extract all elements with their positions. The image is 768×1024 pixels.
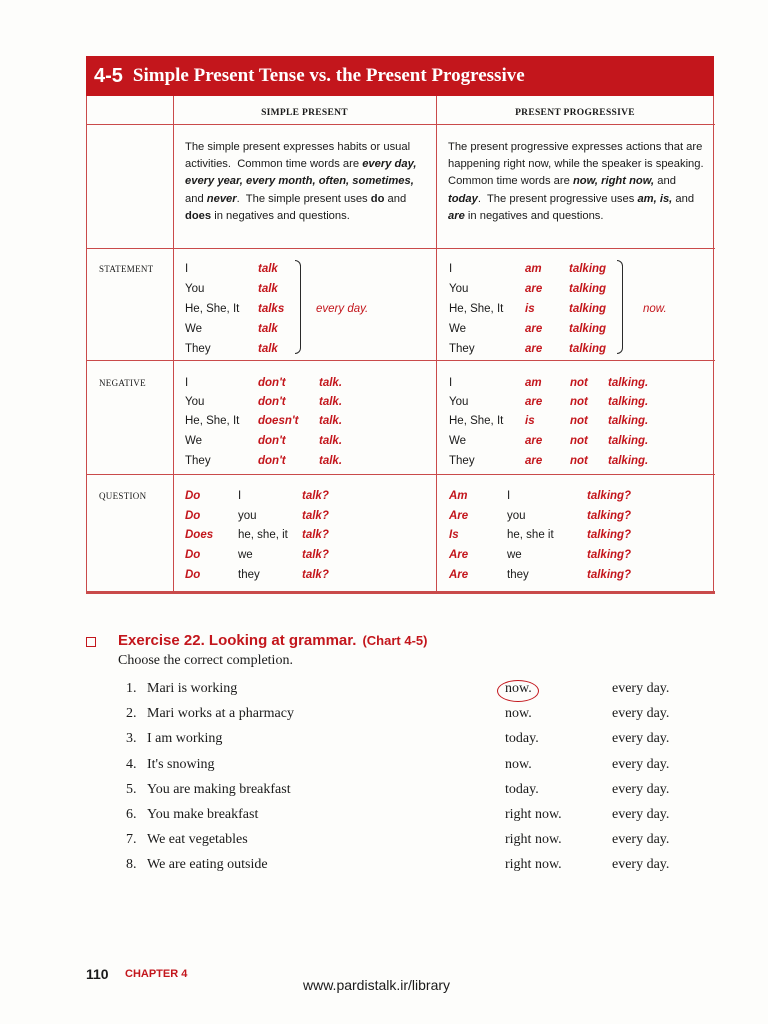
question-subject: he, she it [507,529,554,541]
question-subject: we [507,549,522,561]
statement-aux: are [525,343,543,355]
negative-verb: talking. [608,415,649,427]
item-sentence: It's snowing [147,757,215,772]
negative-aux: are [525,435,543,447]
exercise-title-text: Exercise 22. Looking at grammar. [118,632,357,649]
question-verb: talking? [587,529,632,541]
item-choice-b[interactable]: every day. [612,807,670,822]
chart-title: Simple Present Tense vs. the Present Progressive [132,65,525,86]
negative-verb: talk. [319,415,343,427]
question-verb: talk? [302,529,329,541]
negative-subject: We [185,435,203,447]
present-progressive-description: The present progressive expresses actions that are happening right now, while the speaker is speaking. Common time words are now, right now, and today. The present progressive uses am, is, and are in negatives and questions. [448,141,707,222]
question-verb: talk? [302,549,329,561]
answer-circle [497,680,539,702]
negative-aux: don't [258,377,286,389]
question-verb: talking? [587,510,632,522]
item-choice-b[interactable]: every day. [612,782,670,797]
question-subject: we [238,549,253,561]
statement-verb: talk [258,323,278,335]
question-aux: Are [449,549,469,561]
divider [87,360,715,361]
col-head-present-progressive: PRESENT PROGRESSIVE [515,108,635,118]
item-choice-a[interactable]: today. [505,731,539,746]
negative-subject: He, She, It [449,415,504,427]
question-aux: Do [185,569,201,581]
exercise-title [118,632,427,649]
exercise-checkbox[interactable] [86,637,96,647]
item-number: 5. [126,782,137,797]
statement-time-word: now. [643,303,667,315]
question-aux: Is [449,529,459,541]
negative-verb: talking. [608,396,649,408]
item-sentence: We are eating outside [147,857,268,872]
item-choice-a[interactable]: now. [505,706,532,721]
item-number: 1. [126,681,137,696]
item-choice-a[interactable]: right now. [505,857,562,872]
chart-grid [86,96,714,594]
statement-subject: We [185,323,203,335]
negative-aux: don't [258,396,286,408]
statement-subject: He, She, It [185,303,240,315]
item-choice-a[interactable]: right now. [505,832,562,847]
negative-subject: I [449,377,453,389]
negative-aux: are [525,396,543,408]
negative-subject: You [185,396,205,408]
statement-subject: I [449,263,453,275]
divider [87,474,715,475]
exercise-chart-ref: (Chart 4-5) [362,633,428,648]
row-label-question: QUESTION [99,491,147,501]
footer-url[interactable]: www.pardistalk.ir/library [303,977,451,993]
chart-header [86,56,714,96]
question-aux: Do [185,549,201,561]
statement-subject: They [185,343,211,355]
statement-subject: We [449,323,467,335]
statement-verb: talk [258,283,278,295]
negative-subject: He, She, It [185,415,240,427]
statement-verb: talking [569,343,607,355]
question-subject: I [238,490,242,502]
item-choice-a[interactable]: right now. [505,807,562,822]
item-choice-b[interactable]: every day. [612,731,670,746]
negative-subject: They [185,455,211,467]
negative-aux: are [525,455,543,467]
question-subject: he, she, it [238,529,288,541]
statement-verb: talk [258,343,278,355]
negative-verb: talk. [319,396,343,408]
negative-subject: We [449,435,467,447]
negative-aux: am [525,377,542,389]
negative-not: not [570,377,588,389]
question-verb: talking? [587,490,632,502]
item-sentence: I am working [147,731,223,746]
question-verb: talk? [302,510,329,522]
question-subject: you [238,510,257,522]
statement-verb: talks [258,303,285,315]
question-verb: talking? [587,569,632,581]
negative-verb: talking. [608,455,649,467]
simple-present-description: The simple present expresses habits or usual activities. Common time words are every day, every year, every month, often, sometimes, and never. The simple present uses do and does in negatives and questions. [185,141,417,222]
negative-aux: don't [258,455,286,467]
negative-subject: I [185,377,189,389]
item-number: 2. [126,706,137,721]
negative-verb: talking. [608,377,649,389]
divider [87,248,715,249]
statement-subject: You [185,283,205,295]
question-aux: Are [449,510,469,522]
question-aux: Are [449,569,469,581]
statement-subject: You [449,283,469,295]
statement-time-word: every day. [316,303,369,315]
item-sentence: We eat vegetables [147,832,248,847]
divider [173,96,174,593]
question-subject: they [507,569,529,581]
chapter-label: CHAPTER 4 [125,968,188,980]
negative-not: not [570,396,588,408]
grammar-chart [86,56,714,594]
negative-verb: talk. [319,435,343,447]
item-number: 6. [126,807,137,822]
negative-not: not [570,455,588,467]
item-choice-b[interactable]: every day. [612,857,670,872]
item-choice-b[interactable]: every day. [612,757,670,772]
statement-aux: are [525,283,543,295]
question-verb: talk? [302,569,329,581]
item-sentence: You are making breakfast [147,782,291,797]
question-verb: talking? [587,549,632,561]
item-number: 8. [126,857,137,872]
page-number: 110 [86,966,109,982]
question-verb: talk? [302,490,329,502]
negative-aux: don't [258,435,286,447]
item-sentence: You make breakfast [147,807,259,822]
divider [87,124,715,125]
negative-aux: doesn't [258,415,299,427]
question-aux: Do [185,490,201,502]
negative-subject: You [449,396,469,408]
col-head-simple-present: SIMPLE PRESENT [261,108,348,118]
negative-aux: is [525,415,535,427]
negative-subject: They [449,455,475,467]
item-sentence: Mari works at a pharmacy [147,706,294,721]
item-number: 4. [126,757,137,772]
item-choice-b[interactable]: every day. [612,681,670,696]
negative-verb: talk. [319,377,343,389]
statement-aux: is [525,303,535,315]
question-subject: you [507,510,526,522]
statement-verb: talking [569,303,607,315]
item-choice-a[interactable]: today. [505,782,539,797]
negative-verb: talk. [319,455,343,467]
row-label-negative: NEGATIVE [99,378,146,388]
question-subject: I [507,490,511,502]
negative-not: not [570,415,588,427]
item-choice-b[interactable]: every day. [612,706,670,721]
brace [295,260,301,354]
exercise-instruction: Choose the correct completion. [118,653,293,668]
statement-aux: are [525,323,543,335]
statement-verb: talking [569,323,607,335]
chart-number: 4-5 [94,64,123,87]
divider [87,591,715,594]
item-sentence: Mari is working [147,681,238,696]
statement-verb: talking [569,283,607,295]
question-aux: Does [185,529,214,541]
negative-verb: talking. [608,435,649,447]
brace [617,260,623,354]
item-choice-b[interactable]: every day. [612,832,670,847]
question-aux: Do [185,510,201,522]
statement-verb: talk [258,263,278,275]
statement-subject: They [449,343,475,355]
row-label-statement: STATEMENT [99,264,154,274]
divider [436,96,437,593]
item-number: 3. [126,731,137,746]
statement-verb: talking [569,263,607,275]
statement-aux: am [525,263,542,275]
item-number: 7. [126,832,137,847]
item-choice-a[interactable]: now. [505,757,532,772]
item-choice-a[interactable]: now. [505,681,532,696]
statement-subject: I [185,263,189,275]
question-aux: Am [449,490,468,502]
statement-subject: He, She, It [449,303,504,315]
negative-not: not [570,435,588,447]
question-subject: they [238,569,260,581]
